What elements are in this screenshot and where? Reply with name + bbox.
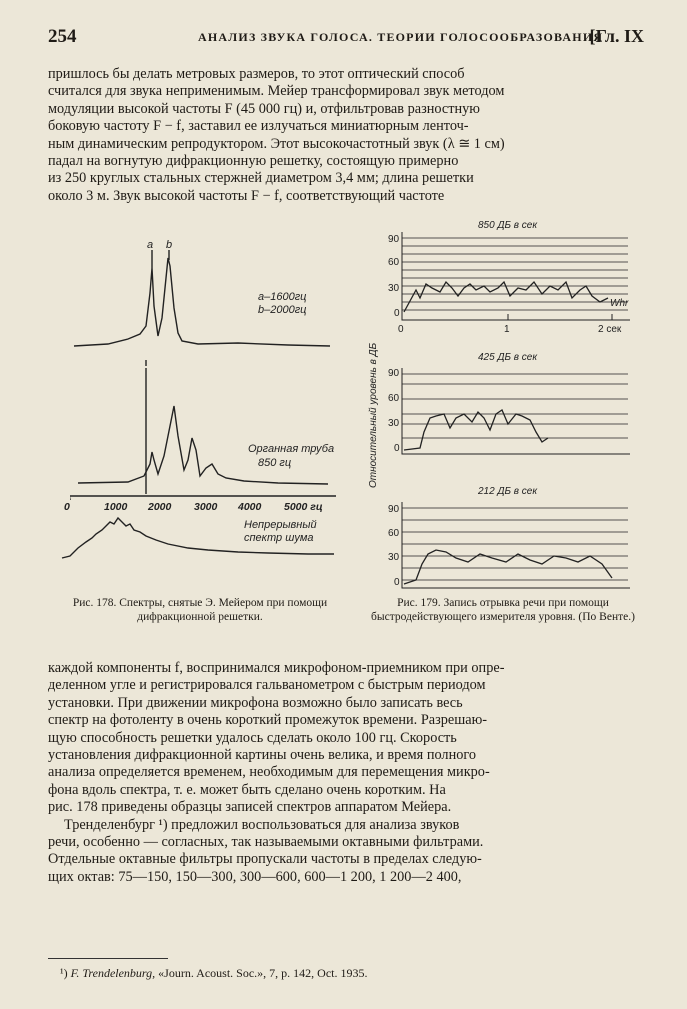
text-line: Тренделенбург ¹) предложил воспользоваться для анализа звуков	[64, 816, 460, 833]
figure-178-spectra	[48, 238, 348, 600]
text-line: спектр на фотоленту в очень короткий промежуток времени. Разрешаю-	[48, 712, 488, 729]
legend-b: b–2000гц	[258, 304, 307, 316]
text-line: около 3 м. Звук высокой частоты F − f, соответствующий частоте	[48, 187, 445, 204]
y-tick: 30	[388, 552, 400, 563]
y-tick: 30	[388, 418, 400, 429]
text-line: модуляции высокой частоты F (45 000 гц) и, отфильтровав разностную	[48, 100, 480, 117]
text-line: каждой компоненты f, воспринимался микрофоном-приемником при опре-	[48, 660, 505, 676]
level-trace-panel-1	[404, 282, 608, 312]
text-line: установления дифракционной картины очень велика, и время полного	[48, 747, 477, 764]
organ-pipe-label: Органная труба	[248, 443, 335, 455]
noise-label-2: спектр шума	[244, 532, 314, 544]
level-trace-panel-2	[404, 410, 548, 450]
tick-label: 4000	[238, 501, 262, 513]
page-header	[48, 26, 644, 48]
text-line: боковую частоту F − f, заставил ее излучаться миниатюрным ленточ-	[48, 118, 469, 135]
text-line: ным динамическим репродуктором. Этот высокочастотный звук (λ ≅ 1 см)	[48, 135, 505, 152]
tick-label: 2000	[148, 501, 172, 513]
y-tick: 60	[388, 257, 400, 268]
text-line: щую способность решетки удалось сделать около 100 гц. Скорость	[48, 729, 457, 746]
tick-label: 3000	[194, 501, 218, 513]
panel-3-title: 212 ДБ в сек	[478, 486, 538, 497]
text-line: падал на вогнутую дифракционную решетку, состоящую примерно	[48, 153, 459, 170]
figure-179-caption: Рис. 179. Запись отрывка речи при помощи быстродействующего измерителя уровня. (По Венте.)	[371, 597, 635, 623]
footnote-rule	[48, 958, 168, 959]
text-line: установки. При движении микрофона возможно было записать весь	[48, 694, 463, 711]
level-trace-panel-3	[404, 550, 612, 584]
y-tick: 90	[388, 368, 400, 379]
text-line: пришлось бы делать метровых размеров, то этот оптический способ	[48, 66, 465, 82]
peak-b-label: b	[166, 239, 173, 251]
text-line: речи, особенно — согласных, так называемыми октавными фильтрами.	[48, 834, 484, 851]
text-line: анализа определяется временем, необходимым для перемещения микро-	[48, 764, 490, 781]
y-tick: 0	[394, 443, 400, 454]
text-line: из 250 круглых стальных стержней диаметром 3,4 мм; длина решетки	[48, 170, 474, 187]
figure-178-caption: Рис. 178. Спектры, снятые Э. Мейером при помощи дифракционной решетки.	[72, 597, 328, 623]
panel-2-title: 425 ДБ в сек	[478, 352, 538, 363]
organ-pipe-frequency: 850 гц	[258, 457, 292, 469]
footnote	[60, 966, 367, 981]
footnote-source: «Journ. Acoust. Soc.», 7, p. 142, Oct. 1935.	[158, 966, 368, 980]
panel-1-note: Whr	[610, 298, 629, 309]
page-number: 254	[48, 26, 77, 47]
footnote-author: F. Trendelenburg,	[70, 966, 156, 980]
y-tick: 90	[388, 234, 400, 245]
y-tick: 0	[394, 577, 400, 588]
text-line: считался для звука неприменимым. Мейер трансформировал звук методом	[48, 83, 505, 100]
tick-label: 1000	[104, 501, 128, 513]
top-paragraph	[48, 66, 640, 205]
x-tick: 0	[398, 324, 404, 335]
legend-a: a–1600гц	[258, 291, 307, 303]
x-tick: 2 сек	[598, 324, 622, 335]
y-tick: 0	[394, 308, 400, 319]
text-line: деленном угле и регистрировался гальванометром с быстрым периодом	[48, 677, 486, 694]
x-tick: 1	[504, 324, 510, 335]
y-tick: 60	[388, 393, 400, 404]
y-axis-label: Относительный уровень в ДБ	[368, 342, 379, 488]
tick-label: 0	[64, 501, 70, 513]
text-line: щих октав: 75—150, 150—300, 300—600, 600—1 200, 1 200—2 400,	[48, 868, 462, 885]
tick-label: 5000 гц	[284, 501, 323, 513]
footnote-marker: ¹)	[60, 966, 68, 980]
text-line: Отдельные октавные фильтры пропускали частоты в пределах следую-	[48, 851, 482, 868]
noise-label-1: Непрерывный	[244, 519, 317, 531]
panel-1-title: 850 ДБ в сек	[478, 220, 538, 231]
middle-paragraph	[48, 660, 640, 886]
y-tick: 60	[388, 528, 400, 539]
y-tick: 90	[388, 504, 400, 515]
peak-a-label: a	[147, 239, 154, 251]
chapter-marker: [Гл. IX	[589, 26, 644, 46]
running-title: АНАЛИЗ ЗВУКА ГОЛОСА. ТЕОРИИ ГОЛОСООБРАЗОВАНИЯ	[198, 30, 604, 44]
text-line: фона вдоль спектра, т. е. может быть сделано очень коротким. На	[48, 781, 446, 798]
figure-179-level-recordings	[360, 218, 650, 598]
text-line: рис. 178 приведены образцы записей спектров аппаратом Мейера.	[48, 799, 452, 816]
y-tick: 30	[388, 283, 400, 294]
